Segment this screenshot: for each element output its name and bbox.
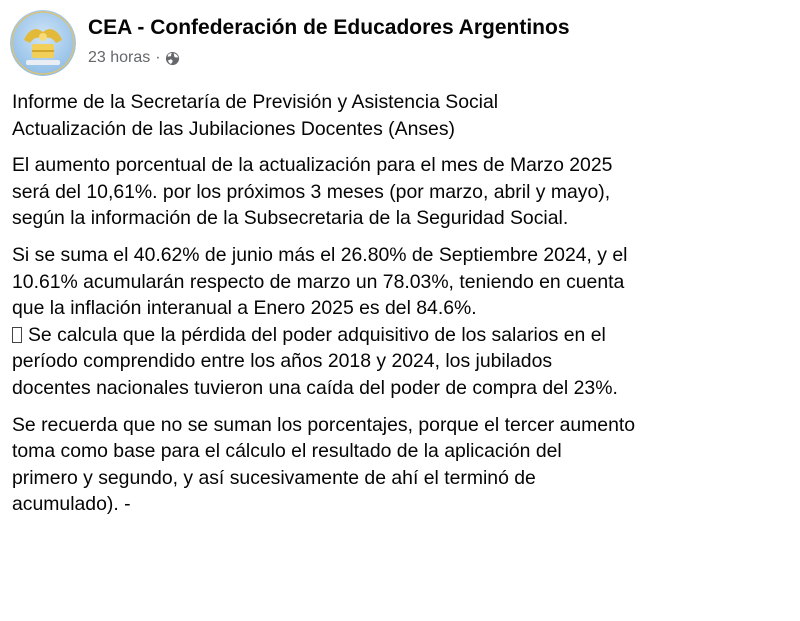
post-paragraph-2: El aumento porcentual de la actualización para el mes de Marzo 2025 será del 10,61%. por los próximos 3 meses (por marzo, abril y mayo), según la información de la Subsecretaria de la Seguridad Social. <box>12 154 613 230</box>
globe-icon[interactable] <box>165 51 180 66</box>
post-paragraph-1: Informe de la Secretaría de Previsión y Asistencia Social Actualización de las Jubilaciones Docentes (Anses) <box>12 91 499 140</box>
missing-glyph-icon <box>12 327 22 343</box>
page-name-link[interactable]: CEA - Confederación de Educadores Argentinos <box>88 16 570 39</box>
post-paragraph-4-wrapper <box>12 322 788 402</box>
post-timestamp[interactable]: 23 horas <box>88 49 151 66</box>
post-paragraph-4: Se calcula que la pérdida del poder adquisitivo de los salarios en el período comprendido entre los años 2018 y 2024, los jubilados docentes nacionales tuvieron una caída del poder de compra del 23%. <box>12 323 618 399</box>
organization-logo-icon <box>10 10 76 76</box>
post-meta <box>88 49 180 67</box>
meta-separator: · <box>155 49 161 66</box>
page-avatar[interactable] <box>10 10 76 76</box>
post-body <box>12 89 788 528</box>
post-header <box>10 8 790 78</box>
post-paragraph-3: Si se suma el 40.62% de junio más el 26.80% de Septiembre 2024, y el 10.61% acumularán respecto de marzo un 78.03%, teniendo en cuenta que la inflación interanual a Enero 2025 es del 84.6%. <box>12 243 628 320</box>
post-paragraph-5: Se recuerda que no se suman los porcentajes, porque el tercer aumento toma como base para el cálculo el resultado de la aplicación del primero y segundo, y así sucesivamente de ahí el terminó de acumulado). - <box>12 413 636 516</box>
